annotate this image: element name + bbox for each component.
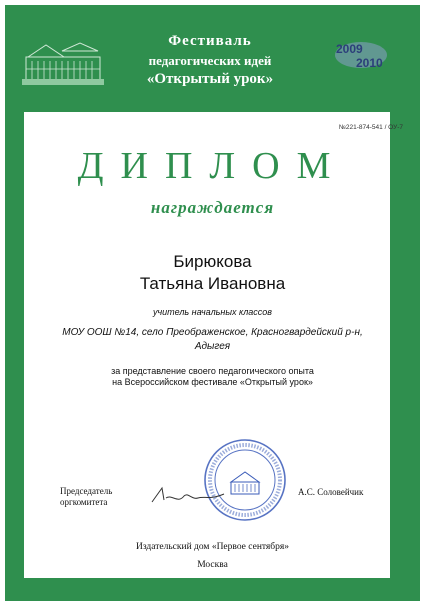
festival-title-line1: Фестиваль	[168, 33, 252, 49]
recipient-organization-line1: МОУ ООШ №14, село Преображенское, Красногвардейский р-н,	[62, 327, 363, 338]
recipient-surname: Бирюкова	[173, 252, 252, 271]
awarded-label: награждается	[150, 198, 275, 217]
chairman-label-line2: оргкомитета	[60, 497, 108, 507]
recipient-given-names: Татьяна Ивановна	[139, 274, 286, 293]
building-illustration	[22, 35, 104, 85]
reason-line2: на Всероссийском фестивале «Открытый урок»	[112, 377, 313, 387]
handwritten-signature	[148, 480, 228, 508]
festival-year-logo	[332, 40, 390, 70]
reason-line1: за представление своего педагогического опыта	[111, 366, 314, 376]
recipient-organization-line2: Адыгея	[194, 341, 231, 352]
registration-number: №221-874-541 / ОУ-7	[338, 124, 403, 131]
document-title: ДИПЛОМ	[77, 145, 348, 187]
publisher-name: Издательский дом «Первое сентября»	[135, 542, 290, 552]
recipient-position: учитель начальных классов	[152, 307, 272, 317]
publisher-city: Москва	[197, 560, 228, 570]
logo-year-bottom: 2010	[356, 56, 383, 70]
festival-title	[100, 32, 320, 89]
signer-name: А.С. Соловейчик	[298, 487, 364, 497]
festival-title-line2: педагогических идей	[148, 53, 272, 68]
chairman-label-line1: Председатель	[60, 486, 113, 496]
logo-year-top: 2009	[336, 42, 363, 56]
chairman-label	[60, 486, 112, 508]
festival-title-line3: «Открытый урок»	[146, 71, 274, 87]
